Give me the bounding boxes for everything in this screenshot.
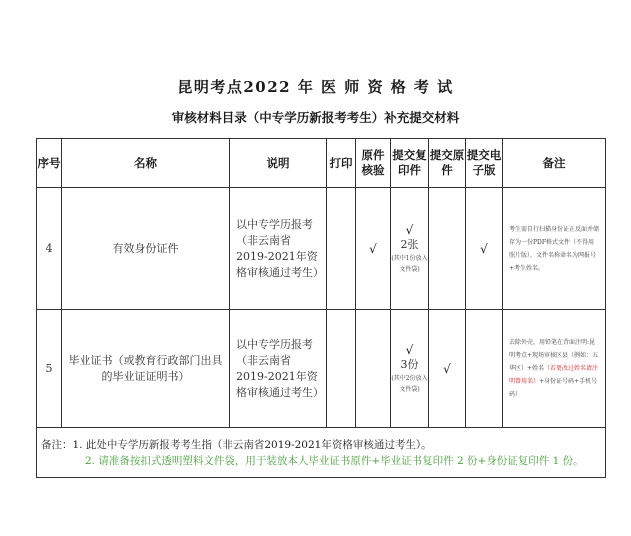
row-orig-check: [356, 310, 391, 428]
copy-count: 3份: [400, 357, 419, 371]
footer-note-1: 备注：1. 此处中专学历新报考考生指（非云南省2019-2021年资格审核通过考生）。: [41, 438, 432, 451]
row-submit-e: √: [466, 188, 503, 310]
row-name: 毕业证书（或教育行政部门出具的毕业证证明书）: [62, 310, 230, 428]
remark-red-text: （若更改过姓名请注明曾用名）: [509, 365, 599, 385]
row-print: [327, 310, 356, 428]
row-seq: 4: [37, 188, 62, 310]
row-submit-copy: [391, 310, 429, 428]
copy-check-mark: √: [405, 222, 414, 237]
header-remark: 备注: [503, 139, 606, 188]
header-submit-copy: 提交复印件: [391, 139, 429, 188]
page-subtitle: 审核材料目录（中专学历新报考考生）补充提交材料: [171, 110, 460, 125]
copy-check-mark: √: [405, 342, 414, 357]
header-desc: 说明: [230, 139, 327, 188]
table-row: [37, 310, 606, 428]
header-submit-e: 提交电子版: [466, 139, 503, 188]
header-name: 名称: [62, 139, 230, 188]
table-header-row: [37, 139, 606, 188]
row-orig-check: √: [356, 188, 391, 310]
page-title: 昆明考点2022 年 医 师 资 格 考 试: [177, 78, 454, 96]
copy-note: (其中1份放入文件袋): [391, 254, 428, 273]
copy-count: 2张: [400, 237, 419, 251]
copy-note: (其中2份放入文件袋): [391, 374, 428, 393]
table-row: [37, 188, 606, 310]
footer-notes: [37, 428, 606, 478]
row-submit-copy: [391, 188, 429, 310]
row-remark: 考生需自行扫描身份证正反面并储存为一份PDF格式文件（不得用照片版），文件名称命名为网报号+考生姓名。: [503, 188, 606, 310]
row-desc: 以中专学历报考（非云南省2019-2021年资格审核通过考生）: [230, 310, 327, 428]
row-seq: 5: [37, 310, 62, 428]
row-submit-orig: [429, 188, 466, 310]
header-print: 打印: [327, 139, 356, 188]
remark-text: 去除外壳，用铅笔在背面注明:昆明考点+现场审核区县（例如：五华区）+姓名: [509, 339, 599, 372]
materials-table: [36, 138, 606, 478]
remark-text-end: +身份证号码+手机号码）: [509, 378, 598, 398]
row-desc: 以中专学历报考（非云南省2019-2021年资格审核通过考生）: [230, 188, 327, 310]
header-seq: 序号: [37, 139, 62, 188]
row-submit-orig: √: [429, 310, 466, 428]
header-orig-check: 原件核验: [356, 139, 391, 188]
row-name: 有效身份证件: [62, 188, 230, 310]
row-submit-e: [466, 310, 503, 428]
footer-note-2: 2. 请准备按扣式透明塑料文件袋，用于装放本人毕业证书原件+毕业证书复印件 2 份+身份证复印件 1 份。: [85, 454, 584, 467]
row-remark: [503, 310, 606, 428]
header-submit-orig: 提交原件: [429, 139, 466, 188]
footer-row: [37, 428, 606, 478]
row-print: [327, 188, 356, 310]
